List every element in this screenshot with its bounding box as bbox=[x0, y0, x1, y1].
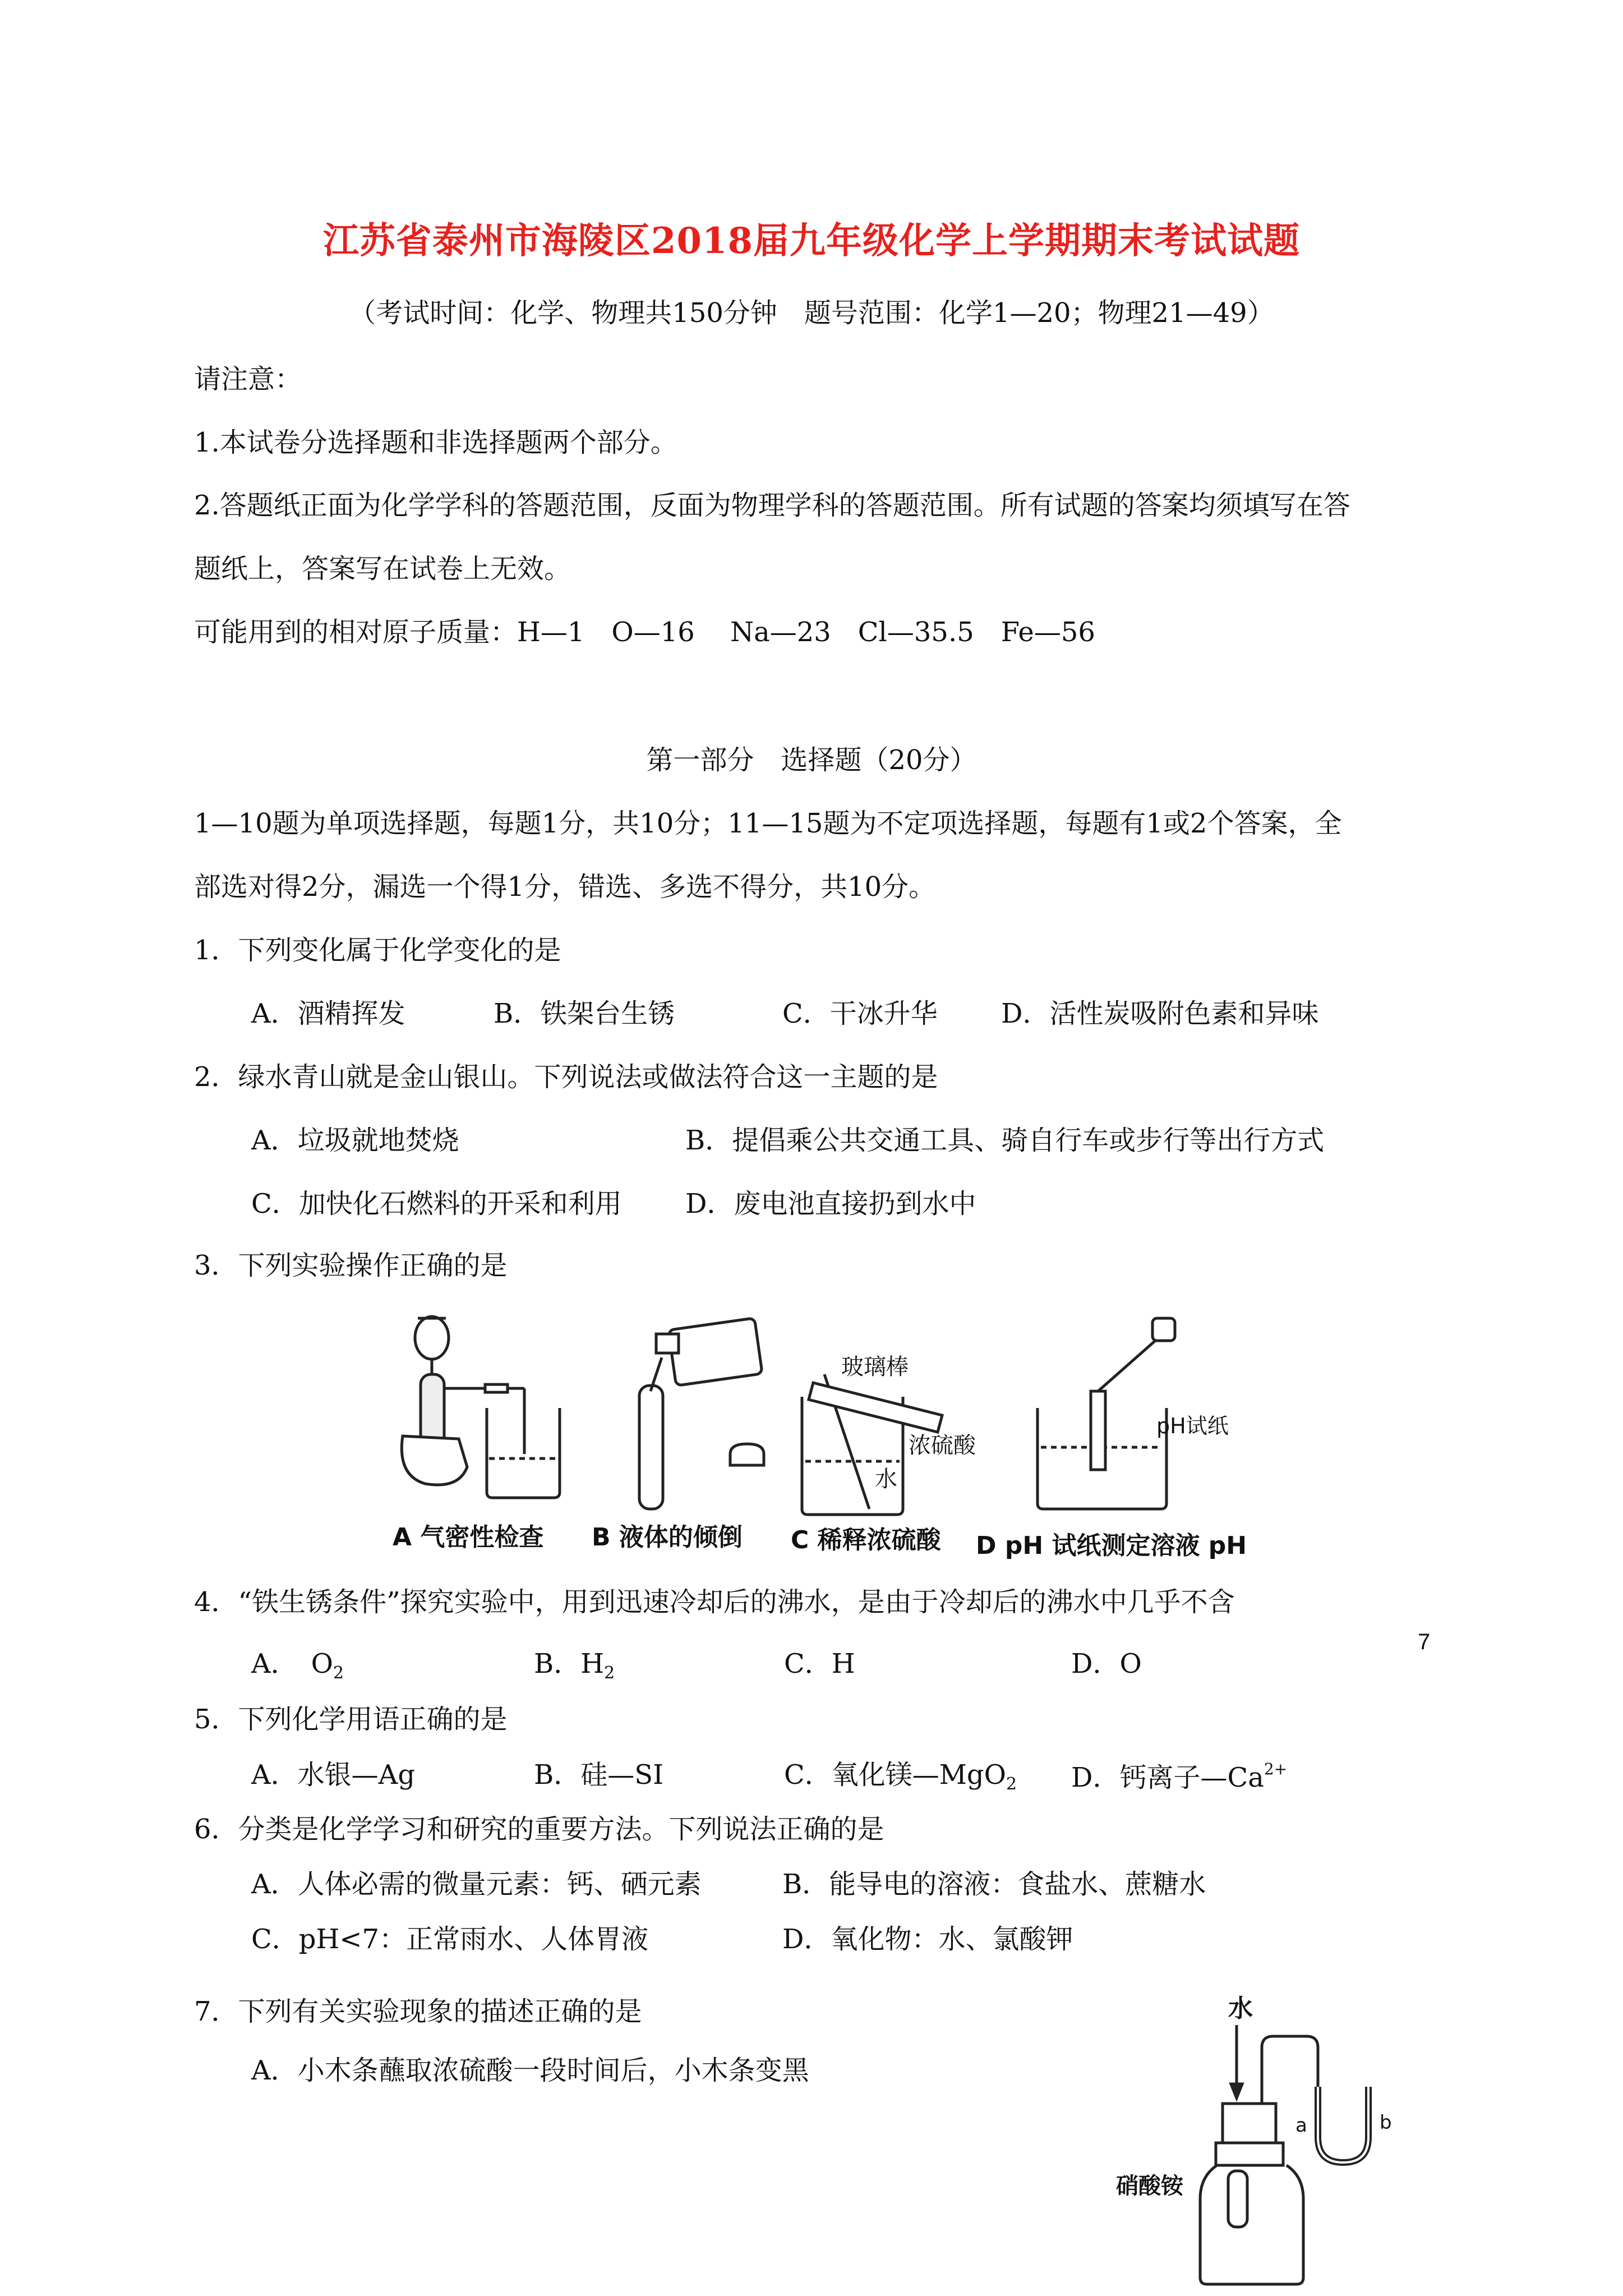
figure-label-ammonium-nitrate: 硝酸铵 bbox=[1116, 2173, 1183, 2199]
question-7-figure bbox=[1116, 1991, 1464, 2294]
figure-label-water: 水 bbox=[1228, 1994, 1253, 2023]
figure-label-conc-acid: 浓硫酸 bbox=[909, 1433, 976, 1458]
section-intro-line-1: 1—10题为单项选择题，每题1分，共10分；11—15题为不定项选择题，每题有1或2个答案，全 bbox=[194, 808, 1342, 839]
question-6-option-c: C．pH<7：正常雨水、人体胃液 bbox=[251, 1924, 649, 1955]
section-title: 第一部分 选择题（20分） bbox=[646, 744, 977, 776]
question-5-stem: 5．下列化学用语正确的是 bbox=[194, 1704, 508, 1735]
question-1-stem: 1．下列变化属于化学变化的是 bbox=[194, 935, 561, 966]
figure-label-b: b bbox=[1380, 2111, 1392, 2134]
exam-title: 江苏省泰州市海陵区2018届九年级化学上学期期末考试试题 bbox=[322, 220, 1301, 262]
figure-label-glass-rod: 玻璃棒 bbox=[841, 1354, 909, 1380]
notice-heading: 请注意： bbox=[194, 364, 302, 395]
figure-caption-c: C 稀释浓硫酸 bbox=[791, 1526, 941, 1554]
figure-a-apparatus bbox=[402, 1317, 560, 1498]
question-6-stem: 6．分类是化学学习和研究的重要方法。下列说法正确的是 bbox=[194, 1814, 884, 1845]
question-7-option-a: A．小木条蘸取浓硫酸一段时间后，小木条变黑 bbox=[251, 2055, 809, 2086]
question-5-option-d: D．钙离子$—Ca^{2+}$ bbox=[1071, 1760, 1288, 1793]
question-4-option-c: C．H bbox=[784, 1648, 855, 1680]
question-5-option-c: C．氧化镁—MgO$_2$ bbox=[784, 1759, 1017, 1794]
figure-b-apparatus bbox=[639, 1318, 764, 1509]
question-3-stem: 3．下列实验操作正确的是 bbox=[194, 1250, 508, 1281]
question-6-option-d: D．氧化物：水、氯酸钾 bbox=[782, 1924, 1073, 1955]
notice-item-2-line-1: 2.答题纸正面为化学学科的答题范围，反面为物理学科的答题范围。所有试题的答案均须填写在答 bbox=[194, 490, 1350, 521]
figure-label-water: 水 bbox=[875, 1466, 897, 1492]
section-intro-line-2: 部选对得2分，漏选一个得1分，错选、多选不得分，共10分。 bbox=[194, 871, 936, 903]
figure-d-apparatus bbox=[1038, 1318, 1175, 1509]
question-1-option-b: B．铁架台生锈 bbox=[494, 998, 675, 1029]
figure-label-ph-paper: pH试纸 bbox=[1156, 1414, 1229, 1438]
question-2-option-a: A．垃圾就地焚烧 bbox=[251, 1125, 459, 1156]
question-2-option-c: C．加快化石燃料的开采和利用 bbox=[251, 1188, 622, 1220]
question-7-stem: 7．下列有关实验现象的描述正确的是 bbox=[194, 1996, 642, 2027]
question-4-option-b: B．$H_2$ bbox=[534, 1648, 615, 1683]
question-5-option-b: B．硅—SI bbox=[534, 1759, 664, 1791]
question-1-option-d: D．活性炭吸附色素和异味 bbox=[1001, 998, 1319, 1029]
figure-caption-b: B 液体的倾倒 bbox=[592, 1523, 743, 1552]
question-6-option-b: B．能导电的溶液：食盐水、蔗糖水 bbox=[782, 1869, 1206, 1900]
question-4-option-d: D．O bbox=[1071, 1648, 1142, 1680]
question-5-option-a: A．水银—Ag bbox=[251, 1759, 416, 1791]
question-1-option-a: A．酒精挥发 bbox=[251, 998, 405, 1029]
question-2-option-b: B．提倡乘公共交通工具、骑自行车或步行等出行方式 bbox=[685, 1125, 1325, 1156]
figure-label-a: a bbox=[1295, 2114, 1307, 2137]
question-1-option-c: C．干冰升华 bbox=[782, 998, 938, 1029]
question-2-stem: 2．绿水青山就是金山银山。下列说法或做法符合这一主题的是 bbox=[194, 1061, 938, 1093]
question-4-option-a: A． $O_2$ bbox=[251, 1648, 344, 1683]
question-4-stem: 4．“铁生锈条件”探究实验中，用到迅速冷却后的沸水，是由于冷却后的沸水中几乎不含 bbox=[194, 1586, 1235, 1618]
question-2-option-d: D．废电池直接扔到水中 bbox=[685, 1188, 976, 1220]
question-3-figure bbox=[387, 1307, 1273, 1565]
page-number: 7 bbox=[1418, 1630, 1431, 1654]
question-6-option-a: A．人体必需的微量元素：钙、硒元素 bbox=[251, 1869, 702, 1900]
figure-caption-a: A 气密性检查 bbox=[393, 1523, 544, 1552]
figure-caption-d: D pH 试纸测定溶液 pH bbox=[976, 1531, 1247, 1560]
notice-item-1: 1.本试卷分选择题和非选择题两个部分。 bbox=[194, 427, 677, 458]
atomic-mass-line: 可能用到的相对原子质量：H—1 O—16 Na—23 Cl—35.5 Fe—56 bbox=[194, 616, 1095, 648]
notice-item-2-line-2: 题纸上，答案写在试卷上无效。 bbox=[194, 553, 571, 585]
exam-info: （考试时间：化学、物理共150分钟 题号范围：化学1—20；物理21—49） bbox=[349, 297, 1274, 329]
